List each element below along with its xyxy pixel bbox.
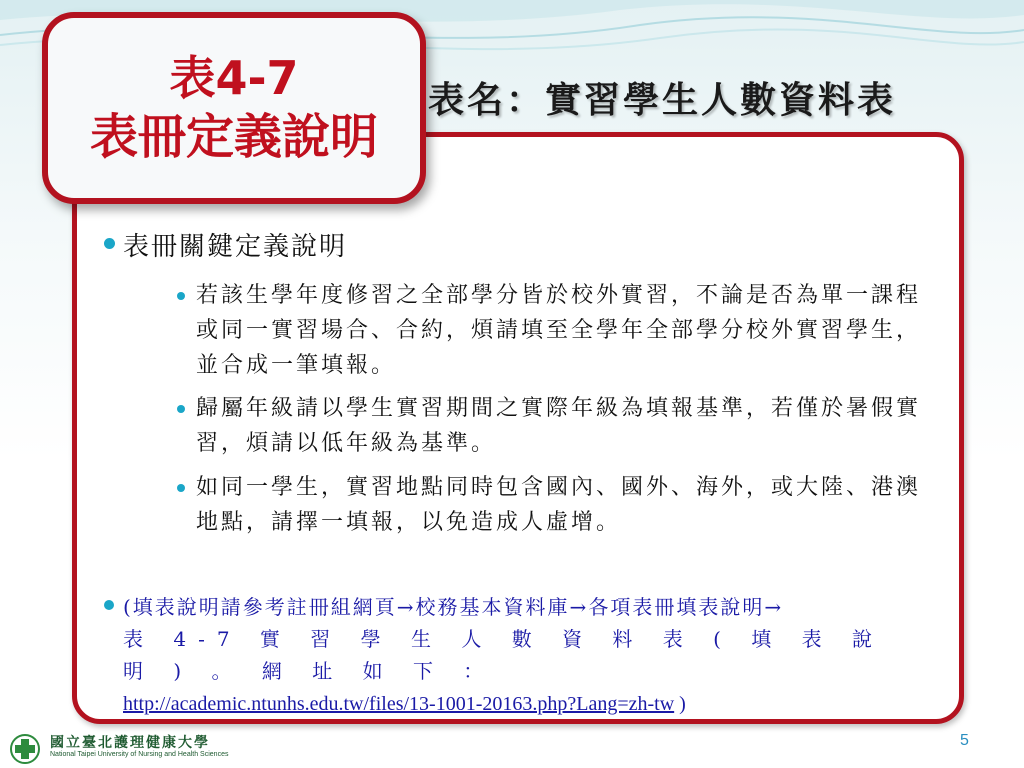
list-item: 如同一學生，實習地點同時包含國內、國外、海外，或大陸、港澳地點，請擇一填報，以免造成人虛增。 xyxy=(196,475,922,535)
green-cross-emblem-icon xyxy=(10,734,40,764)
reference-note-close: ) xyxy=(674,693,686,715)
bullet-dot-icon xyxy=(104,238,115,249)
slide-title-line1: 表4-7 xyxy=(169,51,299,105)
sub-bullet-dot-icon xyxy=(177,484,185,492)
table-name-heading: 表名：實習學生人數資料表 xyxy=(428,79,897,121)
sub-bullet-dot-icon xyxy=(177,292,185,300)
school-name-en: National Taipei University of Nursing and Health Sciences xyxy=(50,751,229,758)
school-name-zh: 國立臺北護理健康大學 xyxy=(50,735,210,751)
sub-bullet-dot-icon xyxy=(177,405,185,413)
bullet-dot-icon xyxy=(104,600,114,610)
slide-title-line2: 表冊定義說明 xyxy=(89,109,378,165)
list-item: 歸屬年級請以學生實習期間之實際年級為填報基準，若僅於暑假實習，煩請以低年級為基準。 xyxy=(196,396,922,456)
page-number: 5 xyxy=(960,732,969,749)
content-heading: 表冊關鍵定義說明 xyxy=(123,232,348,262)
school-logo xyxy=(10,732,229,766)
reference-link[interactable]: http://academic.ntunhs.edu.tw/files/13-1001-20163.php?Lang=zh-tw xyxy=(123,693,675,715)
list-item: 若該生學年度修習之全部學分皆於校外實習，不論是否為單一課程或同一實習場合、合約，煩請填至全學年全部學分校外實習學生，並合成一筆填報。 xyxy=(196,283,922,378)
reference-note-line1: (填表說明請參考註冊組網頁→校務基本資料庫→各項表冊填表說明→ xyxy=(123,595,784,619)
reference-note xyxy=(123,591,923,720)
reference-note-line2: 表 4-7 實 習 學 生 人 數 資 料 表 ( 填 表 說 明 ) 。 網 址 如 下 ： xyxy=(123,627,885,683)
